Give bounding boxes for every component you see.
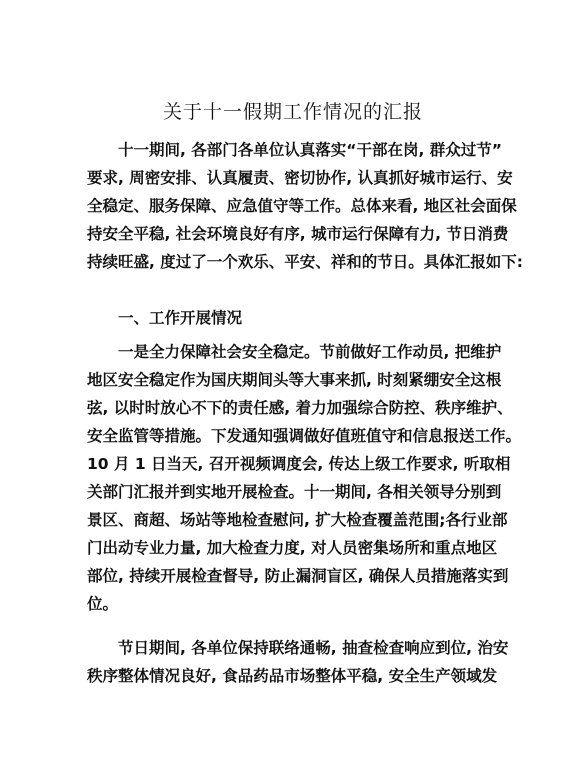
paragraph-line: 一是全力保障社会安全稳定。节前做好工作动员, 把维护 [118, 343, 502, 361]
section-heading: 一、工作开展情况 [118, 309, 243, 327]
paragraph-line: 秩序整体情况良好, 食品药品市场整体平稳, 安全生产领域发 [87, 667, 498, 685]
paragraph-line: 部位, 持续开展检查督导, 防止漏洞盲区, 确保人员措施落实到 [87, 567, 509, 585]
paragraph-line: 持安全平稳, 社会环境良好有序, 城市运行保障有力, 节日消费 [87, 225, 509, 243]
document-title: 关于十一假期工作情况的汇报 [162, 101, 423, 123]
paragraph-line: 弦, 以时时放心不下的责任感, 着力加强综合防控、秩序维护、 [87, 399, 513, 417]
paragraph-line: 位。 [87, 595, 119, 613]
paragraph-line: 关部门汇报并到实地开展检查。十一期间, 各相关领导分别到 [87, 483, 502, 501]
paragraph-line: 景区、商超、场站等地检查慰问, 扩大检查覆盖范围;各行业部 [87, 511, 508, 529]
paragraph-line: 安全监管等措施。下发通知强调做好值班值守和信息报送工作。 [87, 427, 522, 445]
paragraph-line: 10 月 1 日当天, 召开视频调度会, 传达上级工作要求, 听取相 [87, 455, 511, 473]
paragraph-line: 持续旺盛, 度过了一个欢乐、平安、祥和的节日。具体汇报如下: [87, 253, 523, 271]
paragraph-line: 地区安全稳定作为国庆期间头等大事来抓, 时刻紧绷安全这根 [87, 371, 502, 389]
paragraph-line: 十一期间, 各部门各单位认真落实“干部在岗, 群众过节” [118, 141, 502, 159]
paragraph-line: 全稳定、服务保障、应急值守等工作。总体来看, 地区社会面保 [87, 197, 517, 215]
paragraph-line: 门出动专业力量, 加大检查力度, 对人员密集场所和重点地区 [87, 539, 498, 557]
paragraph-line: 要求, 周密安排、认真履责、密切协作, 认真抓好城市运行、安 [87, 169, 513, 187]
paragraph-line: 节日期间, 各单位保持联络通畅, 抽查检查响应到位, 治安 [118, 639, 509, 657]
